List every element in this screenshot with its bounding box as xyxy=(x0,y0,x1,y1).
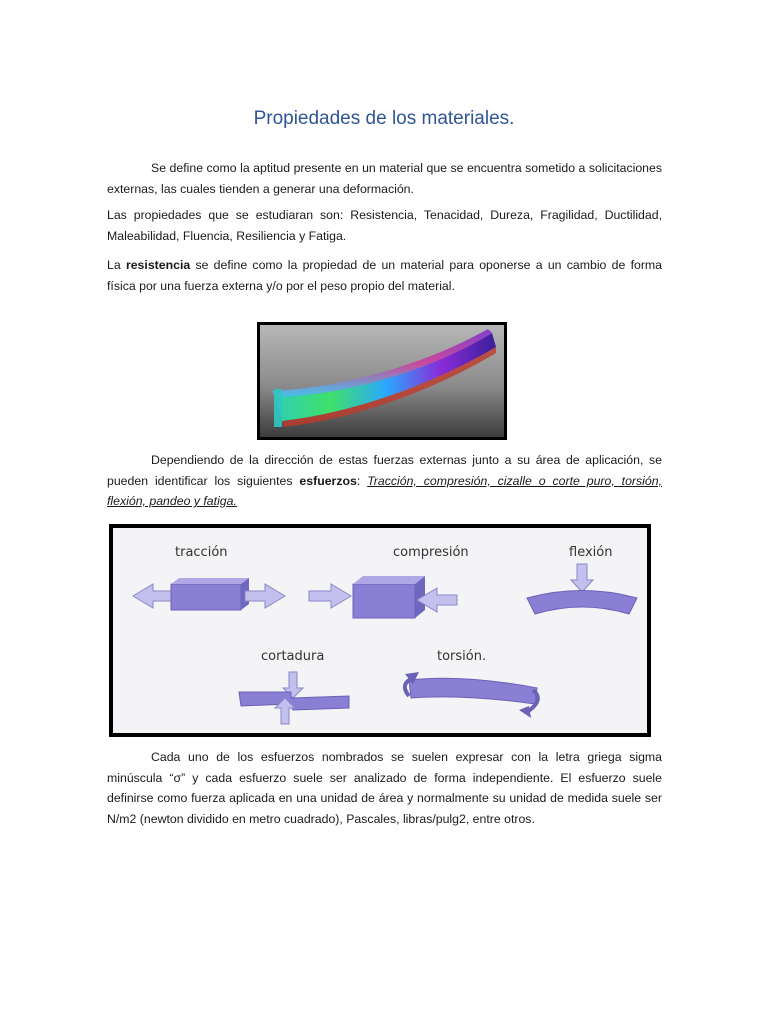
page-title: Propiedades de los materiales. xyxy=(253,108,515,129)
paragraph-definition: Se define como la aptitud presente en un material que se encuentra sometido a solicitaciones externas, las cuales tienden a generar una deformación. xyxy=(107,161,662,196)
beam-fea-illustration xyxy=(260,325,504,437)
compresion-diagram xyxy=(309,576,457,618)
beam-stress-image xyxy=(257,322,507,440)
paragraph-sigma: Cada uno de los esfuerzos nombrados se suelen expresar con la letra griega sigma minúscula “σ” y cada esfuerzo suele ser analizado de forma independiente. El esfuerzo suele definirse como fuerza aplicada en una unidad de área y normalmente su unidad de medida suele ser N/m2 (newton dividido en metro cuadrado), Pascales, libras/pulg2, entre otros. xyxy=(107,750,662,826)
stress-list: Tracción, compresión, cizalle o corte puro, torsión, flexión, pandeo y fatiga. xyxy=(107,473,663,508)
bold-term-esfuerzos: esfuerzos xyxy=(299,473,357,488)
text-run: se define como la propiedad de un material para oponerse a un cambio de forma física por una fuerza externa y/o por el peso propio del material. xyxy=(107,258,662,293)
label-compresion: compresión xyxy=(393,545,469,560)
cortadura-diagram xyxy=(239,672,349,724)
label-torsion: torsión. xyxy=(437,649,487,664)
label-traccion: tracción xyxy=(175,545,228,560)
paragraph-stresses xyxy=(107,450,662,512)
paragraph-resistance xyxy=(107,255,662,296)
text-run: Dependiendo de la dirección de estas fuerzas externas junto a su área de aplicación, se pueden identificar los siguientes xyxy=(107,453,662,488)
text-run: La xyxy=(107,258,126,272)
torsion-diagram xyxy=(405,672,538,718)
label-flexion: flexión xyxy=(569,545,613,560)
stress-types-figure xyxy=(109,524,651,737)
bold-term-resistencia: resistencia xyxy=(125,258,191,272)
stress-types-illustration xyxy=(113,528,647,733)
paragraph-properties: Las propiedades que se estudiaran son: Resistencia, Tenacidad, Dureza, Fragilidad, Ductilidad, Maleabilidad, Fluencia, Resiliencia y Fatiga. xyxy=(107,208,662,243)
label-cortadura: cortadura xyxy=(261,649,325,664)
flexion-diagram xyxy=(527,564,637,614)
traccion-diagram xyxy=(133,578,285,610)
text-run: : xyxy=(356,473,368,488)
